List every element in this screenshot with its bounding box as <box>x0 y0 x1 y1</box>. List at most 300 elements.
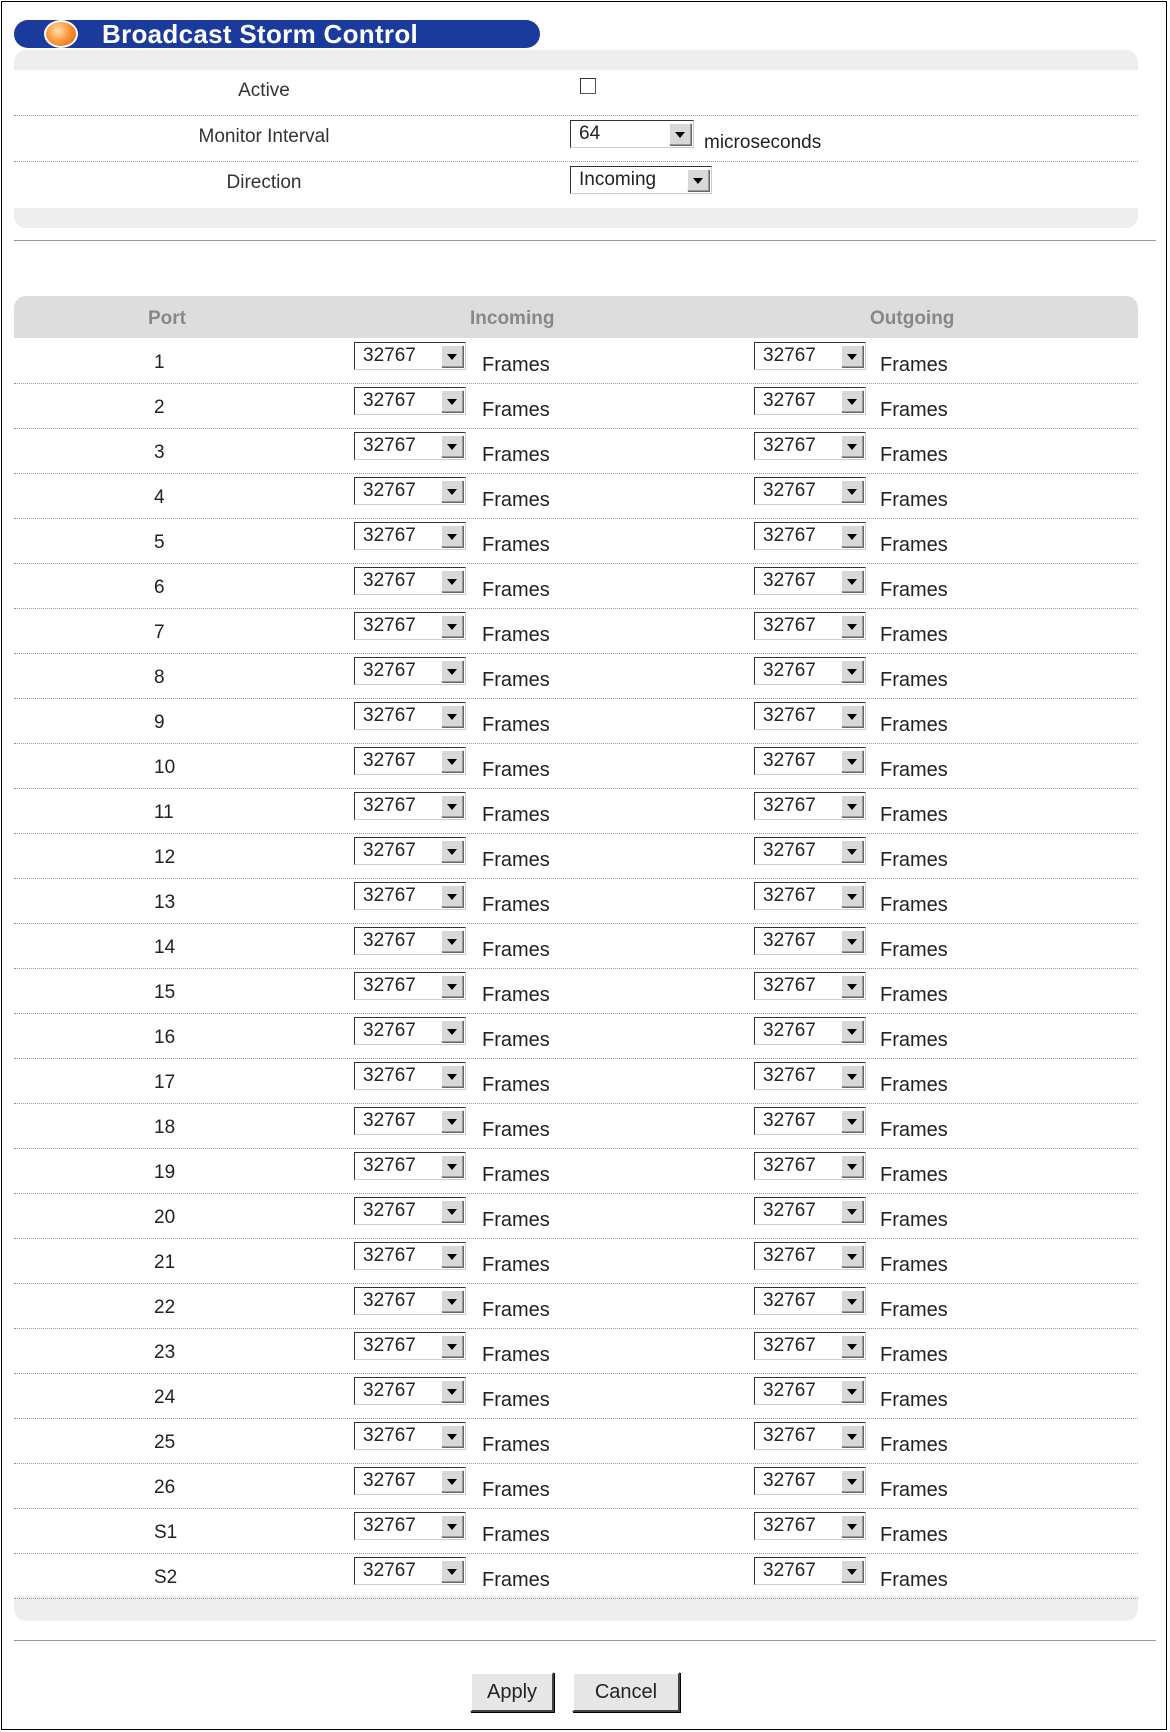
incoming-value: 32767 <box>363 750 416 771</box>
chevron-down-icon <box>441 1335 463 1357</box>
chevron-down-icon <box>841 570 863 592</box>
incoming-select[interactable] <box>354 477 466 505</box>
monitor-interval-row <box>14 116 1138 162</box>
incoming-unit: Frames <box>482 1029 550 1051</box>
chevron-down-icon <box>441 930 463 952</box>
incoming-value: 32767 <box>363 840 416 861</box>
incoming-unit: Frames <box>482 1344 550 1366</box>
settings-panel <box>14 50 1138 228</box>
table-row <box>14 833 1138 879</box>
incoming-unit: Frames <box>482 1074 550 1096</box>
chevron-down-icon <box>441 1065 463 1087</box>
outgoing-value: 32767 <box>763 1065 816 1086</box>
table-row <box>14 1148 1138 1194</box>
chevron-down-icon <box>841 1155 863 1177</box>
incoming-select[interactable] <box>354 342 466 370</box>
incoming-value: 32767 <box>363 570 416 591</box>
port-label: 9 <box>154 712 165 733</box>
incoming-value: 32767 <box>363 480 416 501</box>
outgoing-unit: Frames <box>880 624 948 646</box>
incoming-unit: Frames <box>482 1119 550 1141</box>
outgoing-value: 32767 <box>763 705 816 726</box>
incoming-unit: Frames <box>482 1479 550 1501</box>
port-label: 24 <box>154 1387 176 1408</box>
port-label: 23 <box>154 1342 176 1363</box>
incoming-value: 32767 <box>363 795 416 816</box>
incoming-select[interactable] <box>354 387 466 415</box>
outgoing-select[interactable] <box>754 1017 866 1045</box>
outgoing-select[interactable] <box>754 702 866 730</box>
incoming-unit: Frames <box>482 1434 550 1456</box>
port-label: 11 <box>154 802 174 823</box>
outgoing-select[interactable] <box>754 1512 866 1540</box>
incoming-value: 32767 <box>363 1065 416 1086</box>
incoming-unit: Frames <box>482 1524 550 1546</box>
incoming-value: 32767 <box>363 345 416 366</box>
outgoing-unit: Frames <box>880 1119 948 1141</box>
table-row <box>14 698 1138 744</box>
chevron-down-icon <box>441 660 463 682</box>
outgoing-select[interactable] <box>754 1152 866 1180</box>
incoming-unit: Frames <box>482 759 550 781</box>
incoming-select[interactable] <box>354 747 466 775</box>
chevron-down-icon <box>441 705 463 727</box>
chevron-down-icon <box>441 570 463 592</box>
outgoing-unit: Frames <box>880 1389 948 1411</box>
table-row <box>14 1508 1138 1554</box>
incoming-value: 32767 <box>363 705 416 726</box>
chevron-down-icon <box>841 660 863 682</box>
chevron-down-icon <box>441 1200 463 1222</box>
outgoing-select[interactable] <box>754 972 866 1000</box>
outgoing-select[interactable] <box>754 612 866 640</box>
outgoing-value: 32767 <box>763 1515 816 1536</box>
chevron-down-icon <box>841 750 863 772</box>
outgoing-unit: Frames <box>880 1209 948 1231</box>
outgoing-unit: Frames <box>880 1434 948 1456</box>
incoming-value: 32767 <box>363 525 416 546</box>
outgoing-value: 32767 <box>763 840 816 861</box>
port-label: 19 <box>154 1162 176 1183</box>
outgoing-value: 32767 <box>763 660 816 681</box>
outgoing-unit: Frames <box>880 1299 948 1321</box>
outgoing-unit: Frames <box>880 534 948 556</box>
direction-select[interactable] <box>570 166 712 194</box>
port-label: 3 <box>154 442 165 463</box>
outgoing-value: 32767 <box>763 1020 816 1041</box>
outgoing-select[interactable] <box>754 432 866 460</box>
active-checkbox[interactable] <box>580 78 596 94</box>
outgoing-value: 32767 <box>763 480 816 501</box>
outgoing-select[interactable] <box>754 837 866 865</box>
cancel-button[interactable]: Cancel <box>572 1672 680 1712</box>
incoming-select[interactable] <box>354 1512 466 1540</box>
incoming-unit: Frames <box>482 534 550 556</box>
orb-icon <box>44 20 78 48</box>
divider <box>14 240 1156 241</box>
table-row <box>14 473 1138 519</box>
incoming-unit: Frames <box>482 1209 550 1231</box>
incoming-select[interactable] <box>354 657 466 685</box>
table-row <box>14 383 1138 429</box>
port-label: 21 <box>154 1252 176 1273</box>
chevron-down-icon <box>441 1155 463 1177</box>
chevron-down-icon <box>841 480 863 502</box>
incoming-select[interactable] <box>354 1332 466 1360</box>
chevron-down-icon <box>441 615 463 637</box>
table-body <box>14 338 1138 1596</box>
outgoing-select[interactable] <box>754 657 866 685</box>
chevron-down-icon <box>441 480 463 502</box>
incoming-unit: Frames <box>482 849 550 871</box>
chevron-down-icon <box>841 1425 863 1447</box>
chevron-down-icon <box>841 975 863 997</box>
incoming-value: 32767 <box>363 975 416 996</box>
outgoing-unit: Frames <box>880 354 948 376</box>
chevron-down-icon <box>441 885 463 907</box>
chevron-down-icon <box>841 885 863 907</box>
port-label: 2 <box>154 397 165 418</box>
outgoing-value: 32767 <box>763 975 816 996</box>
incoming-select[interactable] <box>354 1287 466 1315</box>
chevron-down-icon <box>441 525 463 547</box>
incoming-select[interactable] <box>354 1557 466 1585</box>
incoming-value: 32767 <box>363 1425 416 1446</box>
table-row <box>14 1238 1138 1284</box>
outgoing-unit: Frames <box>880 759 948 781</box>
chevron-down-icon <box>841 1335 863 1357</box>
port-label: S2 <box>154 1567 178 1588</box>
outgoing-select[interactable] <box>754 1242 866 1270</box>
port-label: 6 <box>154 577 165 598</box>
incoming-unit: Frames <box>482 1164 550 1186</box>
chevron-down-icon <box>841 930 863 952</box>
chevron-down-icon <box>441 1290 463 1312</box>
outgoing-unit: Frames <box>880 489 948 511</box>
incoming-unit: Frames <box>482 1389 550 1411</box>
table-row <box>14 563 1138 609</box>
outgoing-unit: Frames <box>880 399 948 421</box>
chevron-down-icon <box>841 795 863 817</box>
incoming-value: 32767 <box>363 930 416 951</box>
outgoing-unit: Frames <box>880 1479 948 1501</box>
incoming-select[interactable] <box>354 1242 466 1270</box>
monitor-interval-label: Monitor Interval <box>198 126 330 147</box>
outgoing-value: 32767 <box>763 795 816 816</box>
outgoing-value: 32767 <box>763 1245 816 1266</box>
incoming-select[interactable] <box>354 792 466 820</box>
outgoing-value: 32767 <box>763 750 816 771</box>
chevron-down-icon <box>841 1290 863 1312</box>
outgoing-select[interactable] <box>754 1557 866 1585</box>
table-row <box>14 1373 1138 1419</box>
outgoing-value: 32767 <box>763 615 816 636</box>
port-label: 10 <box>154 757 176 778</box>
outgoing-select[interactable] <box>754 792 866 820</box>
chevron-down-icon <box>841 1200 863 1222</box>
outgoing-value: 32767 <box>763 1200 816 1221</box>
port-label: 1 <box>154 352 165 373</box>
incoming-value: 32767 <box>363 1380 416 1401</box>
outgoing-select[interactable] <box>754 1107 866 1135</box>
chevron-down-icon <box>841 1515 863 1537</box>
outgoing-value: 32767 <box>763 1425 816 1446</box>
chevron-down-icon <box>841 525 863 547</box>
incoming-select[interactable] <box>354 567 466 595</box>
outgoing-select[interactable] <box>754 477 866 505</box>
incoming-unit: Frames <box>482 444 550 466</box>
outgoing-value: 32767 <box>763 1110 816 1131</box>
chevron-down-icon <box>441 345 463 367</box>
table-row <box>14 1463 1138 1509</box>
active-label: Active <box>238 80 290 101</box>
incoming-select[interactable] <box>354 522 466 550</box>
incoming-unit: Frames <box>482 984 550 1006</box>
incoming-unit: Frames <box>482 579 550 601</box>
outgoing-unit: Frames <box>880 1524 948 1546</box>
apply-button[interactable]: Apply <box>470 1672 554 1712</box>
chevron-down-icon <box>441 795 463 817</box>
outgoing-unit: Frames <box>880 894 948 916</box>
port-label: 16 <box>154 1027 176 1048</box>
outgoing-unit: Frames <box>880 939 948 961</box>
port-label: 4 <box>154 487 165 508</box>
incoming-select[interactable] <box>354 432 466 460</box>
chevron-down-icon <box>441 750 463 772</box>
outgoing-value: 32767 <box>763 1290 816 1311</box>
outgoing-value: 32767 <box>763 525 816 546</box>
incoming-select[interactable] <box>354 1107 466 1135</box>
chevron-down-icon <box>441 1245 463 1267</box>
outgoing-select[interactable] <box>754 567 866 595</box>
port-label: S1 <box>154 1522 178 1543</box>
incoming-unit: Frames <box>482 1254 550 1276</box>
incoming-value: 32767 <box>363 615 416 636</box>
monitor-interval-select[interactable] <box>570 120 694 148</box>
incoming-unit: Frames <box>482 354 550 376</box>
incoming-select[interactable] <box>354 1017 466 1045</box>
chevron-down-icon <box>441 840 463 862</box>
incoming-select[interactable] <box>354 1377 466 1405</box>
outgoing-unit: Frames <box>880 1074 948 1096</box>
chevron-down-icon <box>441 1380 463 1402</box>
table-row <box>14 518 1138 564</box>
chevron-down-icon <box>841 1470 863 1492</box>
outgoing-value: 32767 <box>763 1335 816 1356</box>
chevron-down-icon <box>441 1020 463 1042</box>
outgoing-select[interactable] <box>754 927 866 955</box>
incoming-select[interactable] <box>354 972 466 1000</box>
port-column-header: Port <box>148 308 186 329</box>
monitor-interval-unit: microseconds <box>704 132 822 153</box>
chevron-down-icon <box>441 1515 463 1537</box>
chevron-down-icon <box>441 1470 463 1492</box>
outgoing-unit: Frames <box>880 669 948 691</box>
port-table <box>14 296 1138 1621</box>
chevron-down-icon <box>841 1110 863 1132</box>
incoming-unit: Frames <box>482 1299 550 1321</box>
outgoing-select[interactable] <box>754 1332 866 1360</box>
chevron-down-icon <box>841 1380 863 1402</box>
incoming-unit: Frames <box>482 669 550 691</box>
port-label: 15 <box>154 982 176 1003</box>
outgoing-value: 32767 <box>763 930 816 951</box>
table-header <box>14 296 1138 338</box>
outgoing-unit: Frames <box>880 579 948 601</box>
port-label: 7 <box>154 622 165 643</box>
chevron-down-icon <box>441 975 463 997</box>
outgoing-unit: Frames <box>880 1164 948 1186</box>
incoming-select[interactable] <box>354 837 466 865</box>
monitor-interval-value: 64 <box>579 123 601 144</box>
direction-row <box>14 162 1138 207</box>
outgoing-unit: Frames <box>880 444 948 466</box>
incoming-value: 32767 <box>363 1560 416 1581</box>
chevron-down-icon <box>841 1065 863 1087</box>
incoming-value: 32767 <box>363 885 416 906</box>
table-row <box>14 1193 1138 1239</box>
chevron-down-icon <box>687 169 709 191</box>
outgoing-unit: Frames <box>880 1344 948 1366</box>
incoming-select[interactable] <box>354 1467 466 1495</box>
port-label: 26 <box>154 1477 176 1498</box>
chevron-down-icon <box>841 615 863 637</box>
table-row <box>14 968 1138 1014</box>
incoming-value: 32767 <box>363 435 416 456</box>
port-label: 22 <box>154 1297 176 1318</box>
outgoing-select[interactable] <box>754 1467 866 1495</box>
incoming-select[interactable] <box>354 1062 466 1090</box>
outgoing-value: 32767 <box>763 1560 816 1581</box>
table-row <box>14 878 1138 924</box>
incoming-select[interactable] <box>354 1197 466 1225</box>
outgoing-select[interactable] <box>754 1197 866 1225</box>
outgoing-value: 32767 <box>763 570 816 591</box>
chevron-down-icon <box>841 435 863 457</box>
chevron-down-icon <box>841 1560 863 1582</box>
incoming-unit: Frames <box>482 804 550 826</box>
table-row <box>14 1328 1138 1374</box>
chevron-down-icon <box>841 705 863 727</box>
incoming-select[interactable] <box>354 1152 466 1180</box>
outgoing-value: 32767 <box>763 1155 816 1176</box>
chevron-down-icon <box>441 390 463 412</box>
port-label: 20 <box>154 1207 176 1228</box>
table-row <box>14 923 1138 969</box>
incoming-value: 32767 <box>363 1245 416 1266</box>
port-label: 14 <box>154 937 176 958</box>
chevron-down-icon <box>841 1020 863 1042</box>
chevron-down-icon <box>841 390 863 412</box>
incoming-value: 32767 <box>363 1020 416 1041</box>
incoming-unit: Frames <box>482 894 550 916</box>
incoming-column-header: Incoming <box>470 308 555 329</box>
port-label: 25 <box>154 1432 176 1453</box>
incoming-select[interactable] <box>354 702 466 730</box>
port-label: 5 <box>154 532 165 553</box>
chevron-down-icon <box>841 1245 863 1267</box>
title-bar <box>14 20 540 48</box>
table-row <box>14 788 1138 834</box>
chevron-down-icon <box>669 123 691 145</box>
incoming-value: 32767 <box>363 1515 416 1536</box>
page-title: Broadcast Storm Control <box>102 19 419 49</box>
outgoing-unit: Frames <box>880 1254 948 1276</box>
outgoing-value: 32767 <box>763 885 816 906</box>
incoming-value: 32767 <box>363 390 416 411</box>
outgoing-select[interactable] <box>754 342 866 370</box>
incoming-unit: Frames <box>482 399 550 421</box>
incoming-unit: Frames <box>482 714 550 736</box>
outgoing-select[interactable] <box>754 1422 866 1450</box>
incoming-unit: Frames <box>482 939 550 961</box>
port-label: 18 <box>154 1117 176 1138</box>
chevron-down-icon <box>441 435 463 457</box>
port-label: 12 <box>154 847 176 868</box>
outgoing-unit: Frames <box>880 984 948 1006</box>
table-row <box>14 1103 1138 1149</box>
outgoing-value: 32767 <box>763 435 816 456</box>
incoming-value: 32767 <box>363 1110 416 1131</box>
outgoing-select[interactable] <box>754 882 866 910</box>
outgoing-select[interactable] <box>754 747 866 775</box>
outgoing-unit: Frames <box>880 849 948 871</box>
outgoing-select[interactable] <box>754 1287 866 1315</box>
outgoing-column-header: Outgoing <box>870 308 955 329</box>
port-label: 17 <box>154 1072 176 1093</box>
table-row <box>14 1418 1138 1464</box>
incoming-select[interactable] <box>354 927 466 955</box>
chevron-down-icon <box>441 1560 463 1582</box>
incoming-select[interactable] <box>354 1422 466 1450</box>
incoming-unit: Frames <box>482 489 550 511</box>
outgoing-unit: Frames <box>880 804 948 826</box>
table-row <box>14 1553 1138 1599</box>
outgoing-value: 32767 <box>763 345 816 366</box>
incoming-value: 32767 <box>363 660 416 681</box>
outgoing-select[interactable] <box>754 1377 866 1405</box>
incoming-value: 32767 <box>363 1155 416 1176</box>
incoming-value: 32767 <box>363 1290 416 1311</box>
outgoing-select[interactable] <box>754 1062 866 1090</box>
outgoing-unit: Frames <box>880 714 948 736</box>
table-row <box>14 653 1138 699</box>
table-row <box>14 428 1138 474</box>
port-label: 13 <box>154 892 176 913</box>
divider <box>14 1640 1156 1641</box>
chevron-down-icon <box>841 345 863 367</box>
incoming-value: 32767 <box>363 1200 416 1221</box>
table-row <box>14 1058 1138 1104</box>
incoming-select[interactable] <box>354 882 466 910</box>
table-row <box>14 1283 1138 1329</box>
outgoing-unit: Frames <box>880 1029 948 1051</box>
incoming-unit: Frames <box>482 624 550 646</box>
outgoing-select[interactable] <box>754 522 866 550</box>
table-row <box>14 1013 1138 1059</box>
incoming-value: 32767 <box>363 1335 416 1356</box>
chevron-down-icon <box>441 1425 463 1447</box>
chevron-down-icon <box>441 1110 463 1132</box>
outgoing-value: 32767 <box>763 390 816 411</box>
table-row <box>14 338 1138 384</box>
incoming-unit: Frames <box>482 1569 550 1591</box>
outgoing-select[interactable] <box>754 387 866 415</box>
incoming-select[interactable] <box>354 612 466 640</box>
outgoing-value: 32767 <box>763 1380 816 1401</box>
active-row <box>14 70 1138 116</box>
direction-value: Incoming <box>579 169 657 190</box>
